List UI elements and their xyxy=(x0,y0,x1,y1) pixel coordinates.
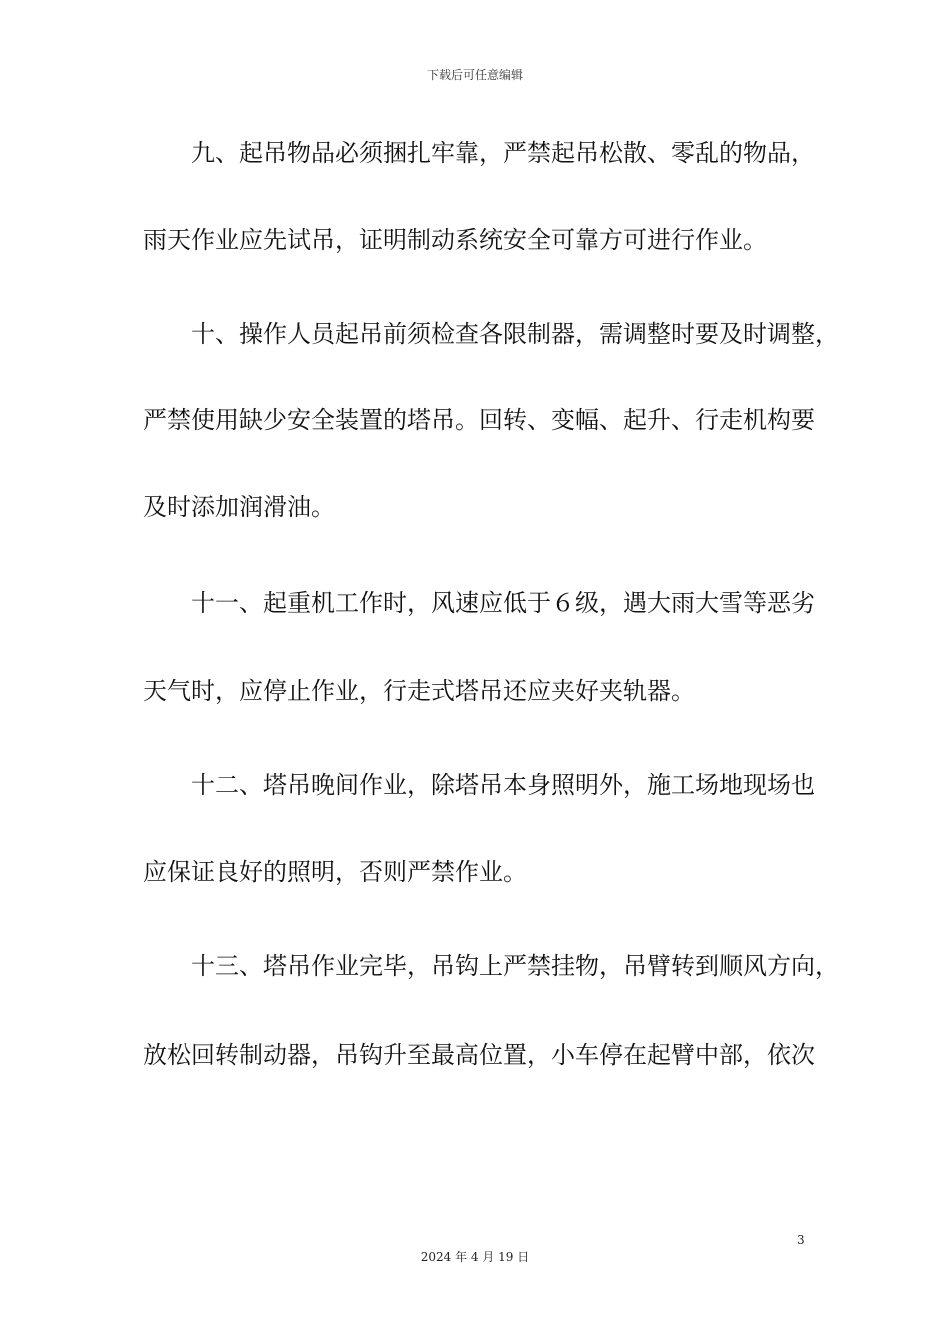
paragraph-12-line-1: 十二、塔吊晚间作业，除塔吊本身照明外，施工场地现场也 xyxy=(191,771,815,799)
paragraph-13-line-1: 十三、塔吊作业完毕，吊钩上严禁挂物，吊臂转到顺风方向， xyxy=(191,952,839,980)
paragraph-12-line-2: 应保证良好的照明，否则严禁作业。 xyxy=(143,858,527,886)
paragraph-11-line-1: 十一、起重机工作时，风速应低于６级，遇大雨大雪等恶劣 xyxy=(191,589,815,617)
paragraph-10-line-2: 严禁使用缺少安全装置的塔吊。回转、变幅、起升、行走机构要 xyxy=(143,406,815,434)
paragraph-9-line-2: 雨天作业应先试吊，证明制动系统安全可靠方可进行作业。 xyxy=(143,226,767,254)
header-note: 下载后可任意编辑 xyxy=(426,68,523,82)
paragraph-10-line-3: 及时添加润滑油。 xyxy=(143,493,335,521)
paragraph-13-line-2: 放松回转制动器，吊钩升至最高位置，小车停在起臂中部，依次 xyxy=(143,1041,815,1069)
paragraph-11-line-2: 天气时，应停止作业，行走式塔吊还应夹好夹轨器。 xyxy=(143,677,695,705)
page-number: 3 xyxy=(797,1233,805,1247)
paragraph-9-line-1: 九、起吊物品必须捆扎牢靠，严禁起吊松散、零乱的物品， xyxy=(191,139,815,167)
paragraph-10-line-1: 十、操作人员起吊前须检查各限制器，需调整时要及时调整， xyxy=(191,320,839,348)
footer-date: 2024 年 4 月 19 日 xyxy=(420,1250,530,1264)
